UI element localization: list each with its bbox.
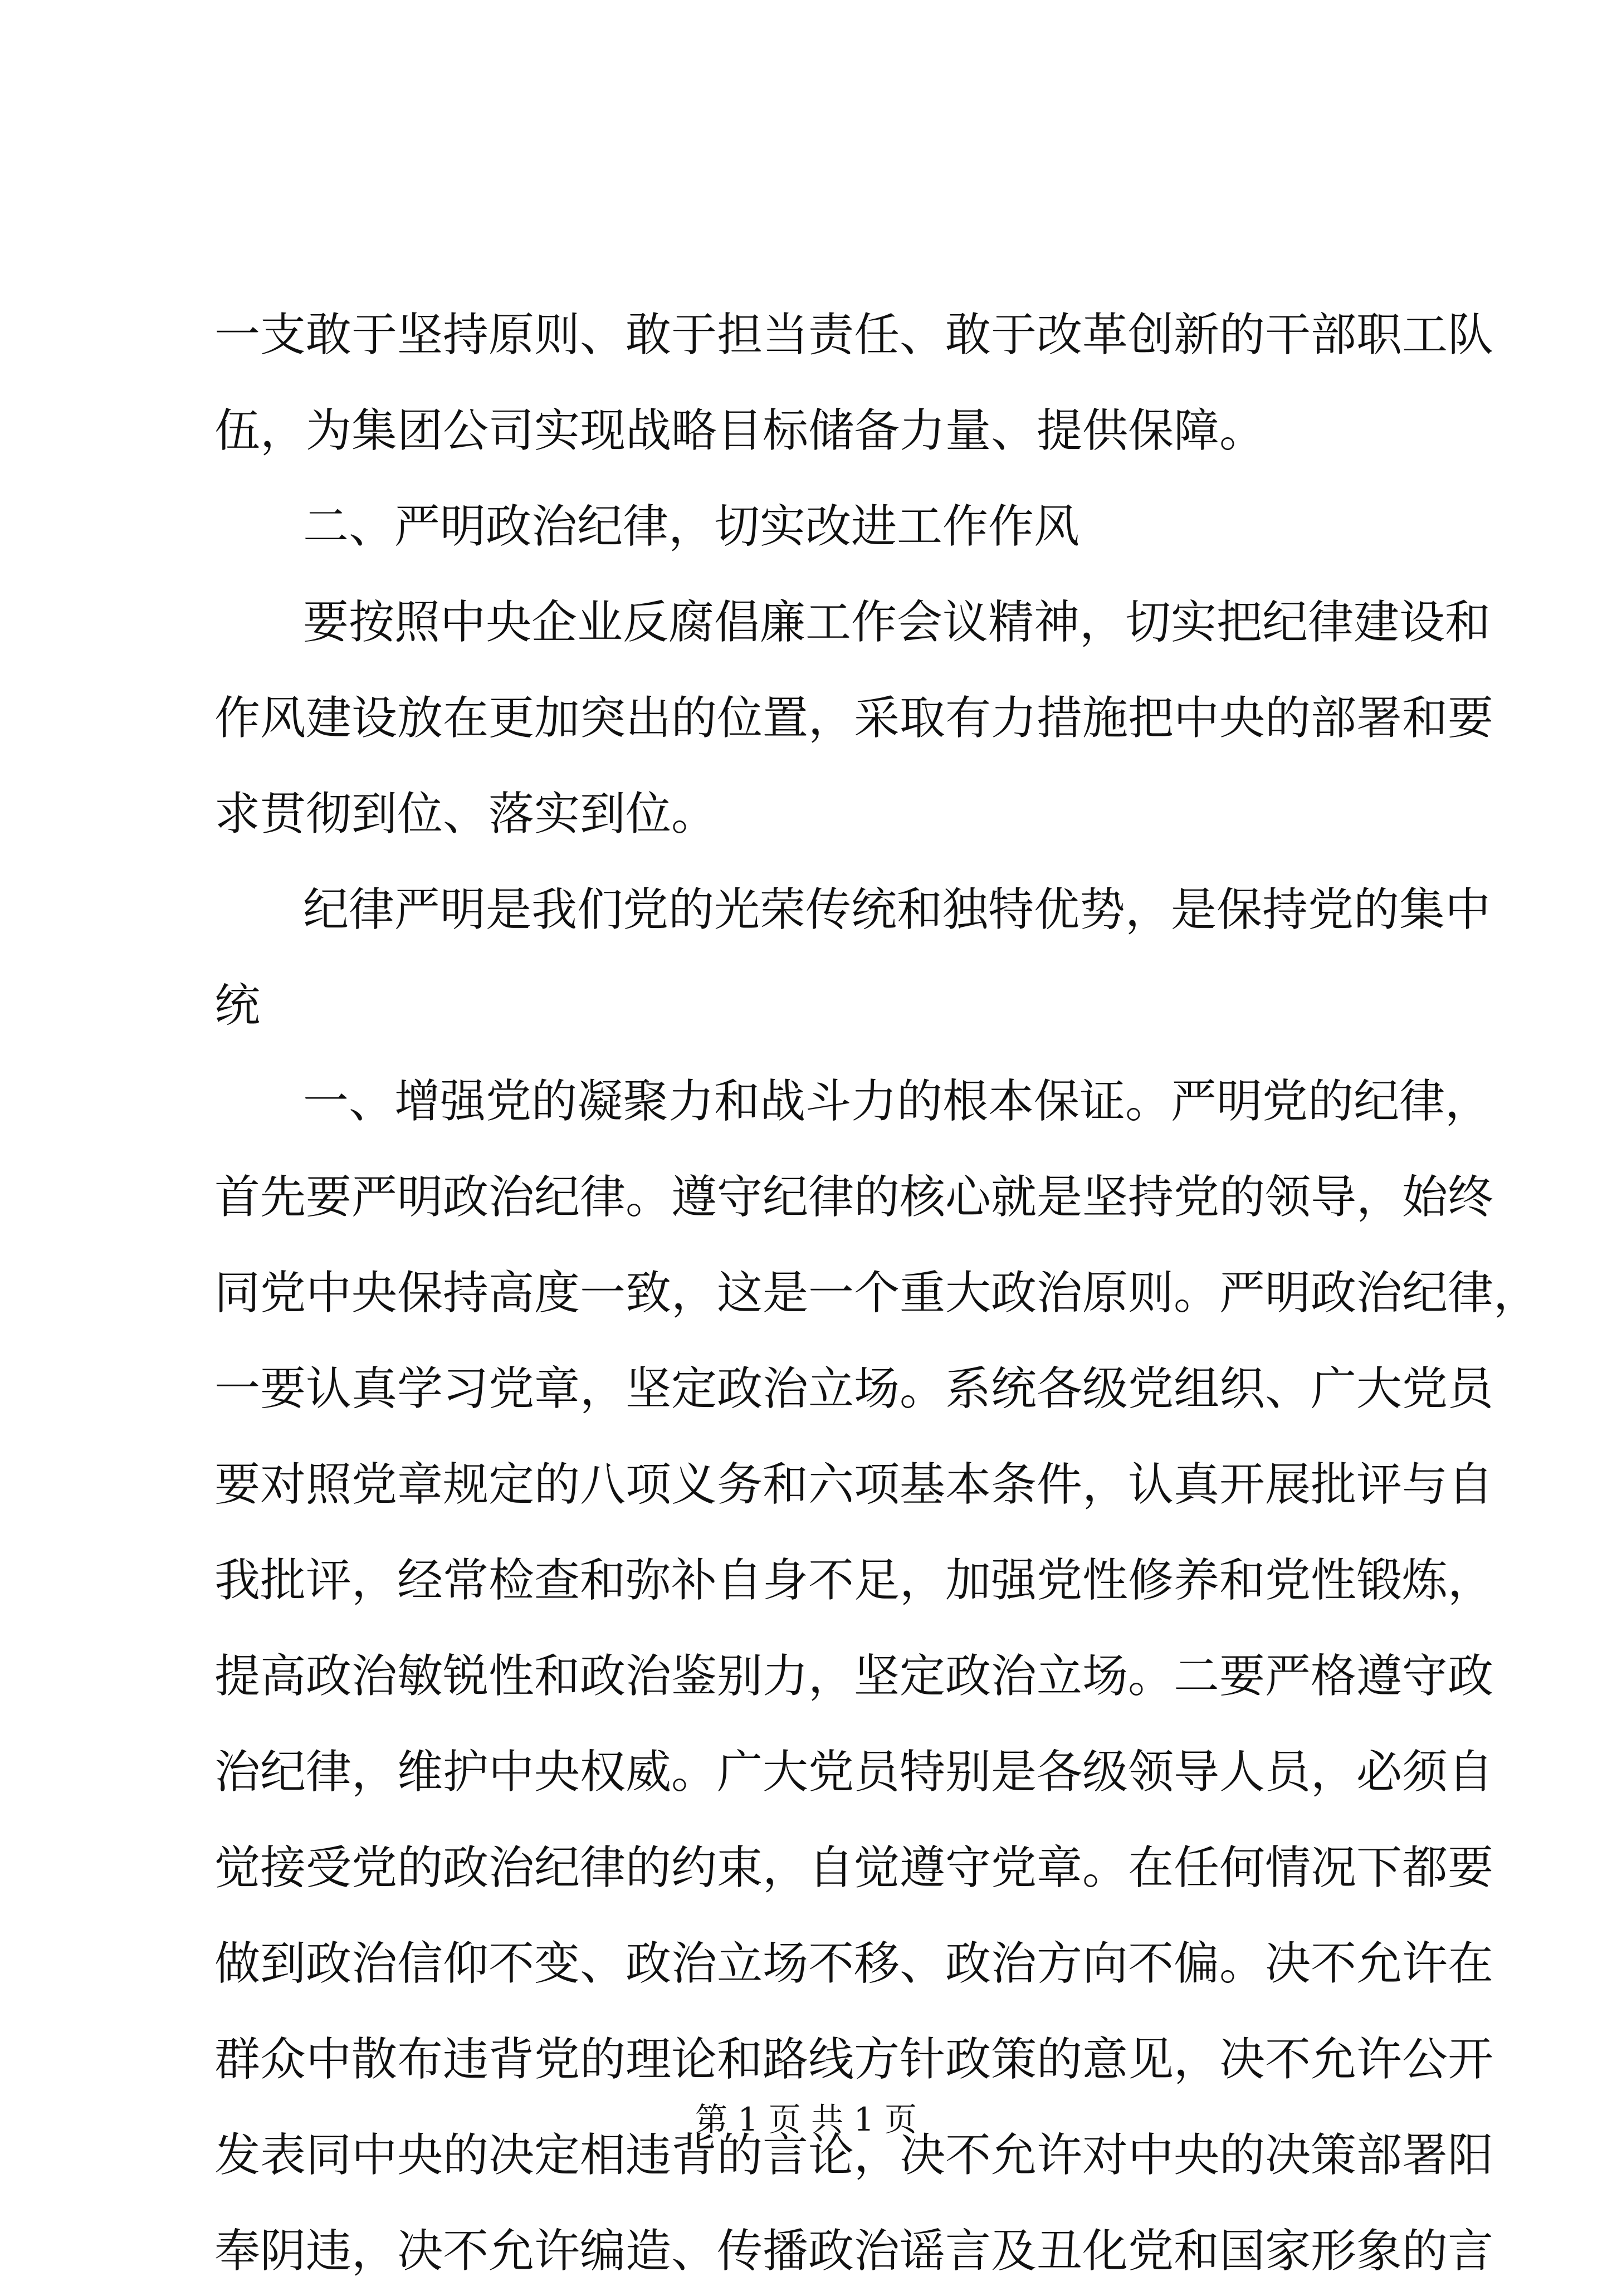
text-line: 要按照中央企业反腐倡廉工作会议精神，切实把纪律建设和 [303, 596, 1491, 649]
text-line: 群众中散布违背党的理论和路线方针政策的意见，决不允许公开 [214, 2033, 1494, 2086]
text-line: 作风建设放在更加突出的位置，采取有力措施把中央的部署和要 [214, 692, 1494, 745]
section-heading: 二、严明政治纪律，切实改进工作作风 [303, 500, 1080, 553]
text-line: 同党中央保持高度一致，这是一个重大政治原则。严明政治纪律， [214, 1267, 1540, 1320]
text-line: 提高政治敏锐性和政治鉴别力，坚定政治立场。二要严格遵守政 [214, 1650, 1494, 1703]
text-line: 一支敢于坚持原则、敢于担当责任、敢于改革创新的干部职工队 [214, 309, 1494, 362]
text-line: 伍，为集团公司实现战略目标储备力量、提供保障。 [214, 404, 1266, 457]
text-line: 统 [214, 979, 261, 1032]
page-number: 第 1 页 共 1 页 [695, 2100, 917, 2138]
text-line: 做到政治信仰不变、政治立场不移、政治方向不偏。决不允许在 [214, 1937, 1494, 1990]
page-footer [0, 2094, 1612, 2144]
text-line: 要对照党章规定的八项义务和六项基本条件，认真开展批评与自 [214, 1458, 1494, 1511]
text-line: 首先要严明政治纪律。遵守纪律的核心就是坚持党的领导，始终 [214, 1171, 1494, 1224]
text-line: 治纪律，维护中央权威。广大党员特别是各级领导人员，必须自 [214, 1746, 1494, 1799]
text-line: 觉接受党的政治纪律的约束，自觉遵守党章。在任何情况下都要 [214, 1841, 1494, 1894]
text-line: 发表同中央的决定相违背的言论，决不允许对中央的决策部署阳 [214, 2129, 1494, 2182]
text-line: 奉阴违，决不允许编造、传播政治谣言及丑化党和国家形象的言 [214, 2225, 1494, 2278]
text-line: 一、增强党的凝聚力和战斗力的根本保证。严明党的纪律， [303, 1075, 1491, 1128]
text-line: 我批评，经常检查和弥补自身不足，加强党性修养和党性锻炼， [214, 1554, 1494, 1607]
text-line: 求贯彻到位、落实到位。 [214, 788, 717, 841]
text-line: 一要认真学习党章，坚定政治立场。系统各级党组织、广大党员 [214, 1362, 1494, 1415]
text-line: 纪律严明是我们党的光荣传统和独特优势，是保持党的集中 [303, 883, 1491, 936]
